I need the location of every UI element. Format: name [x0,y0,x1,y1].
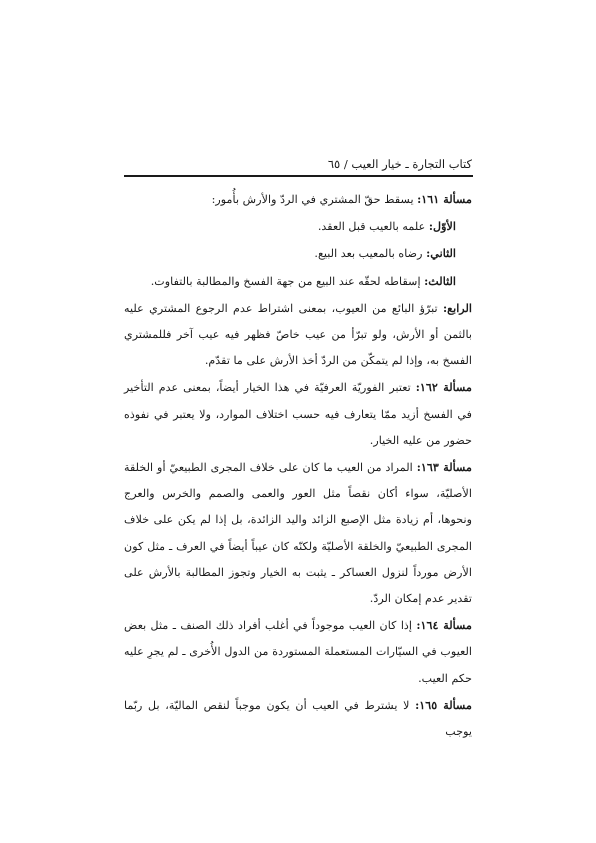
paragraph [124,612,472,692]
paragraph-label: مسألة ١٦١: [417,192,472,206]
paragraph-label: مسألة ١٦٤: [416,618,472,633]
paragraph [124,374,472,454]
paragraph-text: تبرّؤ البائع من العيوب، بمعنى اشتراط عدم الرجوع المشتري عليه بالثمن أو الأرش، ولو تبرّأ من عيب خاصّ فظهر فيه عيب آخر فللمشتري الفسخ به، وإذا لم يتمكّن من الردّ أخذ الأرش على ما تقدّم. [124,301,472,368]
paragraph-text: المراد من العيب ما كان على خلاف المجرى الطبيعيّ أو الخلقة الأصليّة، سواء أكان نقصاً مثل العور والعمى والصمم والخرس والعرج ونحوها، أم زيادة مثل الإصبع الزائد واليد الزائدة، بل إذا لم يكن على خلاف المجرى الطبيعيّ والخلقة الأصليّة ولكنّه كان عيباً أيضاً في العرف ـ مثل كون الأرض مورداً لنزول العساكر ـ يثبت به الخيار وتجوز المطالبة بالأرش على تقدير عدم إمكان الردّ. [124,461,472,606]
paragraph [124,268,472,295]
paragraph-text: علمه بالعيب قبل العقد. [317,220,429,234]
paragraph-text: إذا كان العيب موجوداً في أغلب أفراد ذلك الصنف ـ مثل بعض العيوب في السيّارات المستعملة المستوردة من الدول الأُخرى ـ لم يجرِ عليه حكم العيب. [124,619,472,685]
paragraph [124,454,472,612]
paragraph-label: الثاني: [426,246,456,261]
paragraph-text: يسقط حقّ المشتري في الردّ والأرش بأُمور: [211,193,418,206]
paragraph-label: الرابع: [443,300,472,315]
paragraph-text: رضاه بالمعيب بعد البيع. [314,247,427,261]
paragraph-label: مسألة ١٦٥: [415,697,473,712]
header-rule [124,175,473,177]
paragraph-text: لا يشترط في العيب أن يكون موجباً لنقص الماليّة، بل ربّما يوجب [124,698,472,739]
paragraph-label: الثالث: [424,273,456,288]
paragraph [124,240,472,267]
paragraph-label: الأوّل: [428,219,456,234]
paragraph [124,213,472,240]
paragraph-text: تعتبر الفوريّة العرفيّة في هذا الخيار أيضاً، بمعنى عدم التأخير في الفسخ أزيد ممّا يتعارف فيه حسب اختلاف الموارد، ولا يعتبر في نفوذه حضور من عليه الخيار. [124,381,472,447]
running-header: كتاب التجارة ـ خيار العيب / ٦٥ [327,157,472,171]
paragraph-label: مسألة ١٦٣: [416,460,472,475]
paragraph [124,692,472,745]
paragraph [124,295,472,375]
paragraph-text: إسقاطه لحقّه عند البيع من جهة الفسخ والمطالبة بالتفاوت. [150,274,425,288]
paragraph-label: مسألة ١٦٢: [415,380,472,395]
paragraph [124,186,472,213]
page-body [124,186,472,745]
